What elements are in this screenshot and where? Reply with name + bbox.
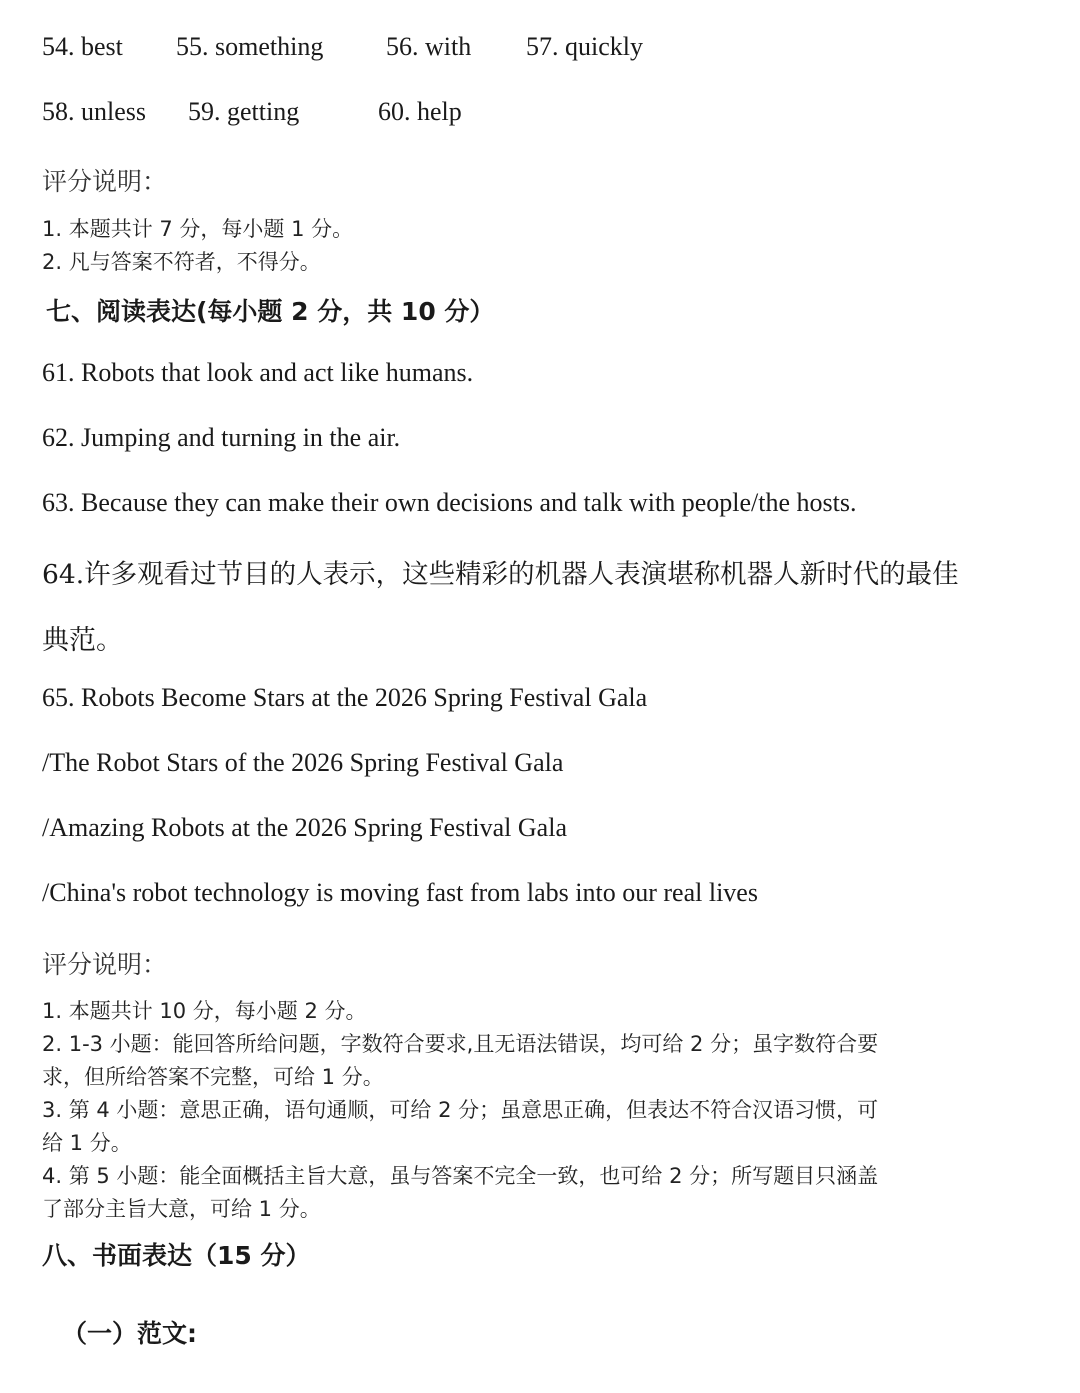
- answer-58: 58. unless: [42, 97, 146, 126]
- answer-61: 61. Robots that look and act like humans.: [42, 358, 474, 387]
- answer-65-alt: /Amazing Robots at the 2026 Spring Festival Gala: [42, 813, 567, 842]
- scoring-label-section7: 评分说明：: [42, 950, 168, 979]
- sample-essay-subheading: （一）范文:: [62, 1319, 197, 1348]
- answer-62: 62. Jumping and turning in the air.: [42, 423, 401, 452]
- answer-65: 65. Robots Become Stars at the 2026 Spring Festival Gala: [42, 683, 648, 712]
- answer-56: 56. with: [386, 32, 472, 61]
- scoring-note: 2. 1-3 小题：能回答所给问题，字数符合要求,且无语法错误，均可给 2 分；虽字数符合要: [42, 1032, 879, 1056]
- section-heading-reading: 七、阅读表达(每小题 2 分，共 10 分）: [46, 297, 495, 326]
- scoring-note: 2. 凡与答案不符者，不得分。: [42, 250, 321, 274]
- answer-57: 57. quickly: [526, 32, 643, 61]
- answer-63: 63. Because they can make their own decisions and talk with people/the hosts.: [42, 488, 857, 517]
- answer-60: 60. help: [378, 97, 462, 126]
- answer-65-alt: /The Robot Stars of the 2026 Spring Festival Gala: [42, 748, 564, 777]
- scoring-note: 了部分主旨大意，可给 1 分。: [42, 1197, 321, 1221]
- scoring-note: 4. 第 5 小题：能全面概括主旨大意，虽与答案不完全一致，也可给 2 分；所写题目只涵盖: [42, 1164, 879, 1188]
- answer-65-alt: /China's robot technology is moving fast from labs into our real lives: [42, 878, 758, 907]
- scoring-note: 给 1 分。: [42, 1131, 132, 1155]
- answer-54: 54. best: [42, 32, 123, 61]
- scoring-note: 求，但所给答案不完整，可给 1 分。: [42, 1065, 384, 1089]
- scoring-label-section6: 评分说明：: [42, 167, 168, 196]
- answer-64-continued: 典范。: [42, 625, 123, 656]
- scoring-note: 1. 本题共计 10 分，每小题 2 分。: [42, 999, 367, 1023]
- answer-55: 55. something: [176, 32, 324, 61]
- answer-64: 64.许多观看过节目的人表示，这些精彩的机器人表演堪称机器人新时代的最佳: [42, 559, 959, 590]
- scoring-note: 1. 本题共计 7 分，每小题 1 分。: [42, 217, 354, 241]
- scoring-note: 3. 第 4 小题：意思正确，语句通顺，可给 2 分；虽意思正确，但表达不符合汉语习惯，可: [42, 1098, 879, 1122]
- section-heading-writing: 八、书面表达（15 分）: [42, 1241, 311, 1270]
- answer-59: 59. getting: [188, 97, 300, 126]
